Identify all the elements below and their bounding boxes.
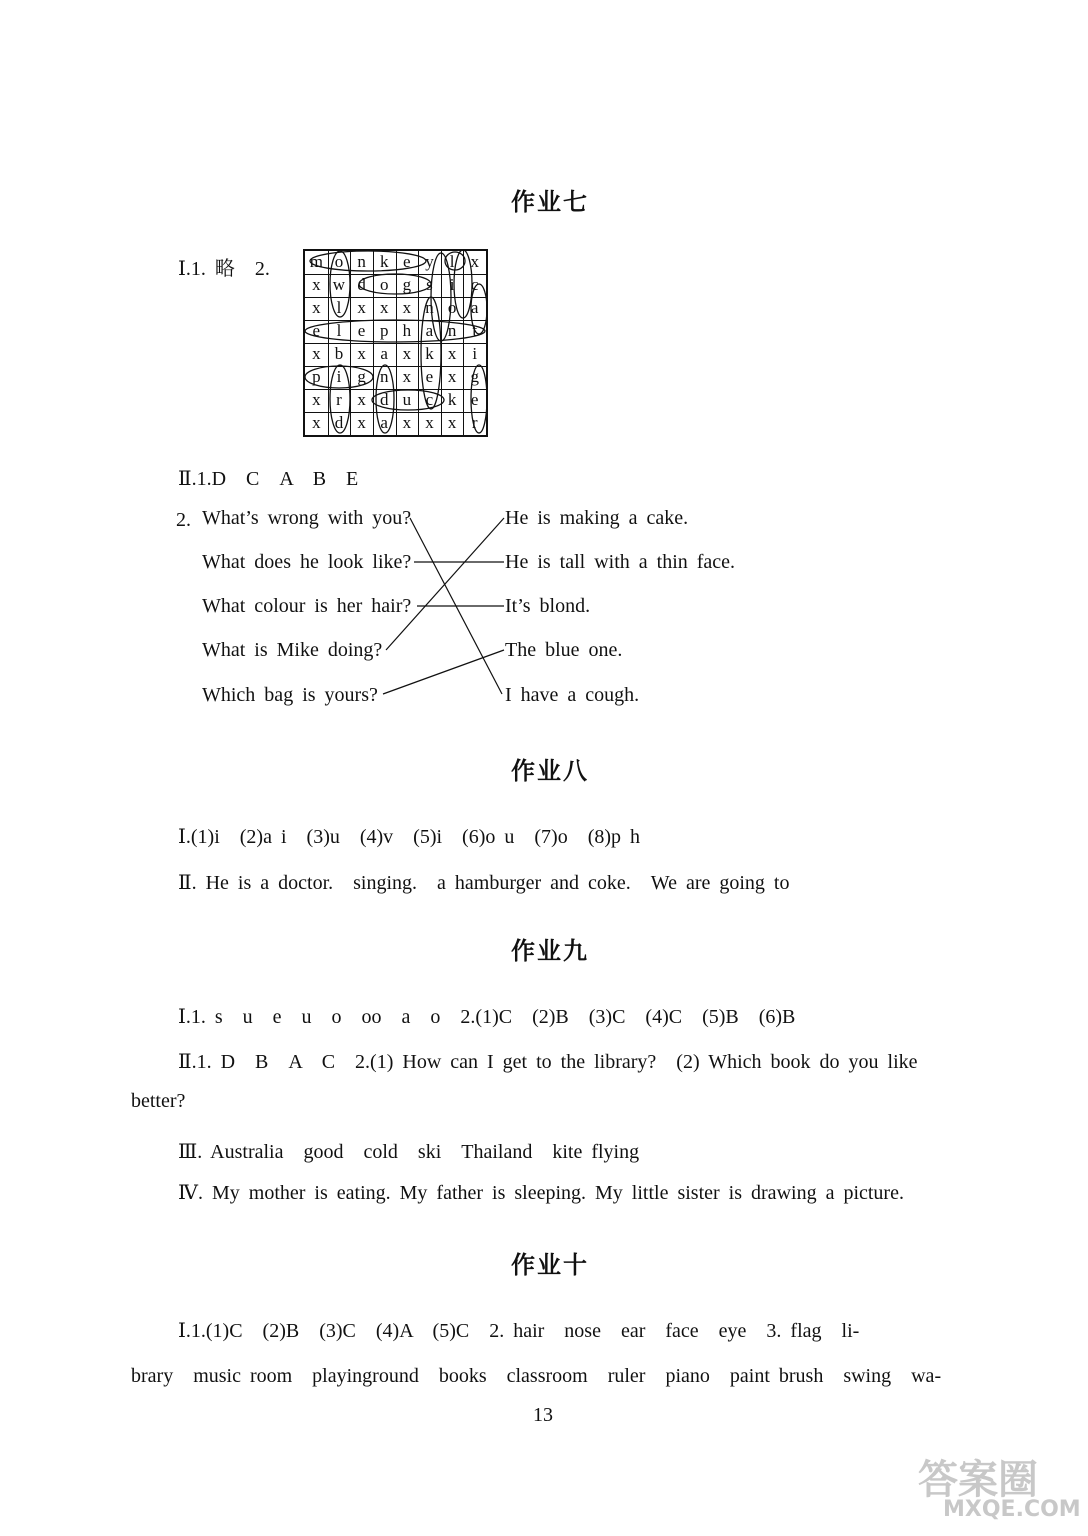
grid-cell: k <box>447 390 457 409</box>
grid-cell: r <box>336 390 342 409</box>
grid-cell: n <box>447 321 457 340</box>
grid-cell: p <box>379 321 389 340</box>
grid-cell: e <box>312 321 321 340</box>
hw8-line-2: Ⅱ. He is a doctor. singing. a hamburger and coke. We are going to <box>178 872 790 894</box>
hw8-line-1: Ⅰ.(1)i (2)a i (3)u (4)v (5)i (6)o u (7)o (8)p h <box>178 826 641 848</box>
grid-cell: d <box>334 413 344 432</box>
grid-cell: x <box>402 298 412 317</box>
grid-cell: x <box>402 367 412 386</box>
grid-cell: x <box>447 367 457 386</box>
grid-cell: e <box>403 252 411 271</box>
hw10-line-1: Ⅰ.1.(1)C (2)B (3)C (4)A (5)C 2. hair nose ear face eye 3. flag li- <box>178 1320 860 1342</box>
match-question: What does he look like? <box>202 551 412 573</box>
grid-cell: k <box>379 252 389 271</box>
hw10-line-2: brary music room playinground books classroom ruler piano paint brush swing wa- <box>131 1365 942 1387</box>
hw7-match-number: 2. <box>176 509 191 531</box>
grid-cell: x <box>312 275 321 294</box>
grid-cell: t <box>472 321 478 340</box>
match-answer: I have a cough. <box>505 684 640 706</box>
hw9-line-4: Ⅲ. Australia good cold ski Thailand kite flying <box>178 1141 640 1163</box>
hw9-line-1: Ⅰ.1. s u e u o oo a o 2.(1)C (2)B (3)C (4)C (5)B (6)B <box>178 1006 796 1028</box>
grid-cell: y <box>425 252 434 271</box>
grid-cell: x <box>312 413 321 432</box>
grid-cell: m <box>309 252 323 271</box>
grid-cell: c <box>425 390 434 409</box>
match-answer: He is tall with a thin face. <box>505 551 736 573</box>
grid-cell: g <box>470 367 479 386</box>
watermark-logo: 答案圈 <box>918 1457 1038 1503</box>
grid-cell: x <box>357 344 366 363</box>
grid-cell: g <box>402 275 412 294</box>
grid-cell: o <box>379 275 389 294</box>
match-lines <box>0 0 1088 760</box>
grid-cell: b <box>334 344 344 363</box>
hw9-title: 作业九 <box>511 937 589 965</box>
grid-cell: e <box>470 390 479 409</box>
page-number: 13 <box>533 1404 553 1426</box>
grid-cell: o <box>447 298 457 317</box>
match-question: What’s wrong with you? <box>202 507 412 529</box>
hw10-title: 作业十 <box>511 1251 589 1279</box>
match-answer: He is making a cake. <box>505 507 689 529</box>
grid-cell: n <box>379 367 389 386</box>
grid-cell: a <box>380 344 388 363</box>
grid-cell: x <box>402 344 412 363</box>
grid-cell: n <box>425 298 434 317</box>
grid-cell: x <box>312 390 321 409</box>
hw9-line-5: Ⅳ. My mother is eating. My father is sleeping. My little sister is drawing a picture. <box>178 1182 904 1204</box>
grid-cell: x <box>402 413 412 432</box>
grid-cell: k <box>425 344 434 363</box>
grid-cell: x <box>470 252 479 271</box>
grid-cell: x <box>357 413 366 432</box>
grid-cell: p <box>312 367 321 386</box>
hw8-title: 作业八 <box>511 757 589 785</box>
grid-cell: d <box>357 275 366 294</box>
grid-cell: i <box>472 344 478 363</box>
match-answer: The blue one. <box>505 639 623 661</box>
hw7-q1-prefix: Ⅰ.1. 略 2. <box>178 258 270 280</box>
grid-cell: i <box>336 367 342 386</box>
grid-cell: x <box>379 298 389 317</box>
grid-cell: x <box>425 413 434 432</box>
hw9-line-2: Ⅱ.1. D B A C 2.(1) How can I get to the library? (2) Which book do you like <box>178 1051 918 1073</box>
grid-cell: x <box>312 344 321 363</box>
grid-cell: x <box>447 344 457 363</box>
hw7-title: 作业七 <box>511 188 589 216</box>
grid-cell: a <box>425 321 434 340</box>
watermark-url: MXQE.COM <box>943 1497 1081 1522</box>
match-question: What is Mike doing? <box>202 639 383 661</box>
grid-cell: h <box>402 321 412 340</box>
grid-cell: e <box>425 367 434 386</box>
grid-cell: l <box>449 252 455 271</box>
hw9-line-3: better? <box>131 1090 186 1112</box>
match-question: Which bag is yours? <box>202 684 378 706</box>
grid-cell: l <box>336 298 342 317</box>
grid-cell: i <box>449 275 455 294</box>
match-question: What colour is her hair? <box>202 595 412 617</box>
grid-cell: a <box>470 298 479 317</box>
match-answer: It’s blond. <box>505 595 591 617</box>
grid-cell: s <box>426 275 433 294</box>
hw7-q2-line: Ⅱ.1.D C A B E <box>178 468 359 490</box>
grid-cell: a <box>380 413 388 432</box>
grid-cell: w <box>332 275 346 294</box>
grid-cell: x <box>357 390 366 409</box>
grid-cell: r <box>471 413 478 432</box>
grid-cell: u <box>402 390 412 409</box>
grid-cell: c <box>470 275 479 294</box>
grid-cell: e <box>357 321 366 340</box>
grid-cell: n <box>357 252 366 271</box>
grid-cell: x <box>312 298 321 317</box>
grid-cell: o <box>334 252 344 271</box>
grid-cell: l <box>336 321 342 340</box>
grid-cell: x <box>447 413 457 432</box>
grid-cell: g <box>357 367 366 386</box>
grid-cell: x <box>357 298 366 317</box>
grid-cell: d <box>379 390 389 409</box>
